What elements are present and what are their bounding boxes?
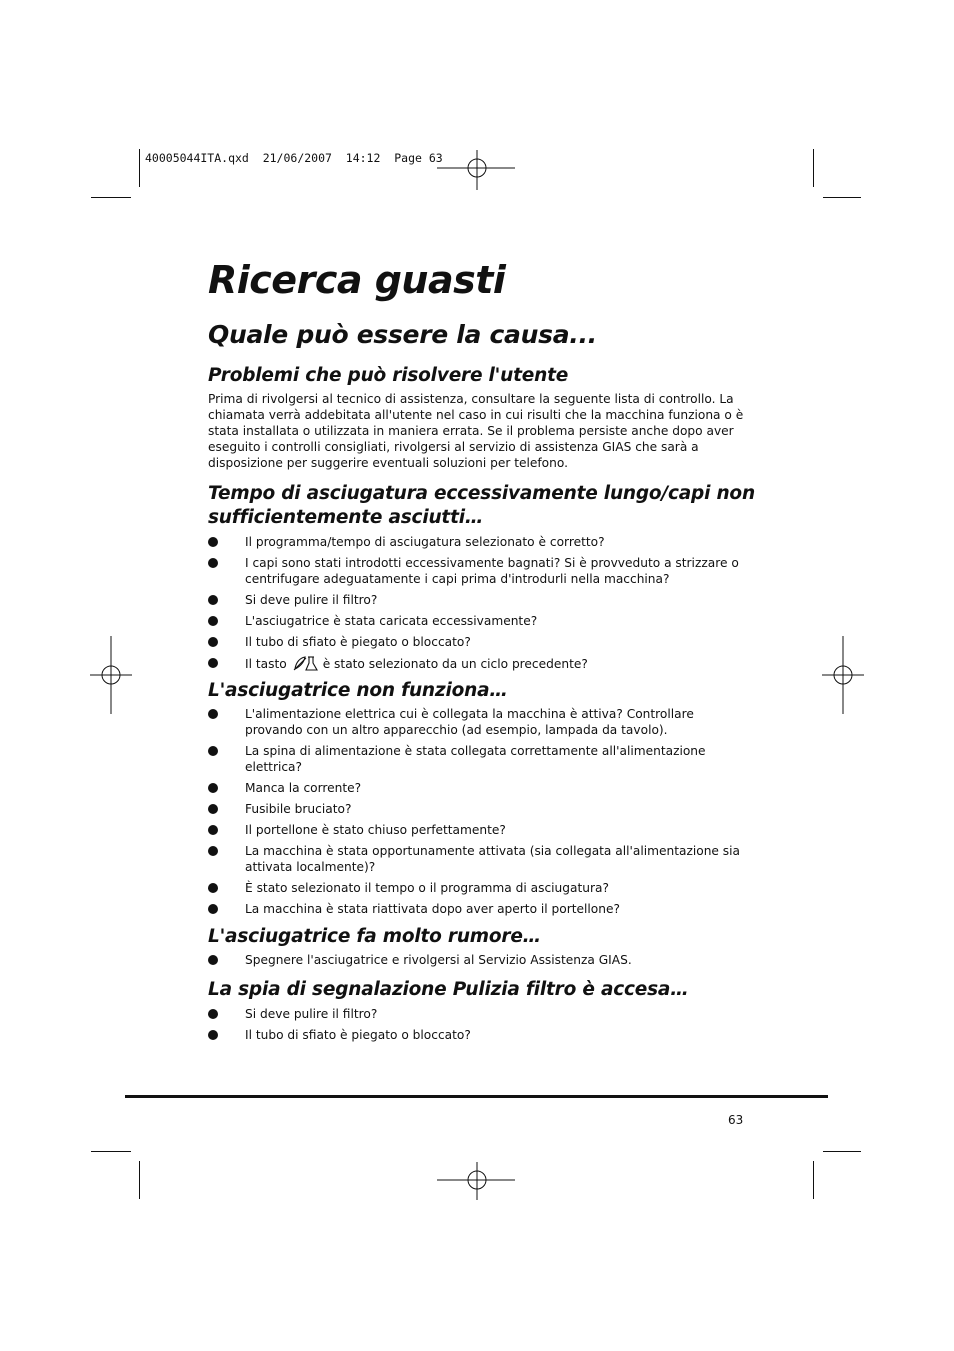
section-heading-noisy: L'asciugatrice fa molto rumore… bbox=[208, 926, 541, 947]
bullet-icon bbox=[208, 883, 218, 893]
anti-crease-button-icon bbox=[293, 655, 319, 671]
crop-mark bbox=[813, 1161, 814, 1199]
print-slug: 40005044ITA.qxd 21/06/2007 14:12 Page 63 bbox=[145, 151, 443, 165]
section-heading-drying-time: Tempo di asciugatura eccessivamente lungo/capi non sufficientemente asciutti… bbox=[208, 483, 755, 528]
bullet-icon bbox=[208, 616, 218, 626]
list-item: La macchina è stata riattivata dopo aver aperto il portellone? bbox=[208, 901, 753, 917]
footer-rule bbox=[125, 1095, 828, 1098]
registration-mark-icon bbox=[437, 1162, 517, 1202]
list-item: La spina di alimentazione è stata collegata correttamente all'alimentazione elettrica? bbox=[208, 743, 753, 775]
crop-mark bbox=[823, 1151, 861, 1152]
bullet-icon bbox=[208, 637, 218, 647]
list-item: Spegnere l'asciugatrice e rivolgersi al Servizio Assistenza GIAS. bbox=[208, 952, 753, 968]
list-item: Il tasto è stato selezionato da un ciclo precedente? bbox=[208, 655, 753, 672]
bullet-icon bbox=[208, 846, 218, 856]
bullet-icon bbox=[208, 595, 218, 605]
drying-time-list bbox=[208, 534, 753, 677]
page-subtitle: Quale può essere la causa... bbox=[208, 320, 597, 349]
registration-mark-icon bbox=[90, 636, 132, 714]
filter-light-list bbox=[208, 1006, 753, 1048]
intro-paragraph: Prima di rivolgersi al tecnico di assistenza, consultare la seguente lista di controllo. La chiamata verrà addebitata all'utente nel caso in cui risulti che la macchina funziona o è stata installata o utilizzata in maniera errata. Se il problema persiste anche dopo aver eseguito i controlli consigliati, rivolgersi al servizio di assistenza GIAS che sarà a disposizione per suggerire eventuali soluzioni per telefono. bbox=[208, 392, 744, 470]
bullet-icon bbox=[208, 804, 218, 814]
list-item: Il tubo di sfiato è piegato o bloccato? bbox=[208, 634, 753, 650]
bullet-icon bbox=[208, 746, 218, 756]
bullet-icon bbox=[208, 658, 218, 668]
crop-mark bbox=[823, 197, 861, 198]
section-heading-filter-light: La spia di segnalazione Pulizia filtro è accesa… bbox=[208, 979, 689, 1000]
bullet-icon bbox=[208, 1030, 218, 1040]
registration-mark-icon bbox=[822, 636, 864, 714]
list-item: Si deve pulire il filtro? bbox=[208, 1006, 753, 1022]
list-item: I capi sono stati introdotti eccessivamente bagnati? Si è provveduto a strizzare o centrifugare adeguatamente i capi prima d'introdurli nella macchina? bbox=[208, 555, 753, 587]
crop-mark bbox=[91, 1151, 131, 1152]
crop-mark bbox=[91, 197, 131, 198]
crop-mark bbox=[139, 1161, 140, 1199]
list-item: Fusibile bruciato? bbox=[208, 801, 753, 817]
crop-mark bbox=[139, 149, 140, 187]
section-heading-user-problems: Problemi che può risolvere l'utente bbox=[208, 365, 569, 386]
list-item: Il portellone è stato chiuso perfettamente? bbox=[208, 822, 753, 838]
crop-mark bbox=[813, 149, 814, 187]
bullet-icon bbox=[208, 825, 218, 835]
bullet-icon bbox=[208, 783, 218, 793]
registration-mark-icon bbox=[437, 150, 517, 190]
bullet-icon bbox=[208, 709, 218, 719]
bullet-icon bbox=[208, 537, 218, 547]
bullet-icon bbox=[208, 955, 218, 965]
bullet-icon bbox=[208, 558, 218, 568]
section-heading-not-working: L'asciugatrice non funziona… bbox=[208, 680, 508, 701]
page-title: Ricerca guasti bbox=[208, 258, 506, 302]
page-number: 63 bbox=[728, 1113, 744, 1127]
list-item: L'alimentazione elettrica cui è collegata la macchina è attiva? Controllare provando con un altro apparecchio (ad esempio, lampada da tavolo). bbox=[208, 706, 753, 738]
list-item: Il programma/tempo di asciugatura selezionato è corretto? bbox=[208, 534, 753, 550]
list-item: L'asciugatrice è stata caricata eccessivamente? bbox=[208, 613, 753, 629]
list-item: Si deve pulire il filtro? bbox=[208, 592, 753, 608]
bullet-icon bbox=[208, 1009, 218, 1019]
bullet-icon bbox=[208, 904, 218, 914]
list-item: Il tubo di sfiato è piegato o bloccato? bbox=[208, 1027, 753, 1043]
not-working-list bbox=[208, 706, 753, 922]
noisy-list bbox=[208, 952, 753, 973]
list-item: Manca la corrente? bbox=[208, 780, 753, 796]
list-item: La macchina è stata opportunamente attivata (sia collegata all'alimentazione sia attivata localmente)? bbox=[208, 843, 753, 875]
list-item: È stato selezionato il tempo o il programma di asciugatura? bbox=[208, 880, 753, 896]
